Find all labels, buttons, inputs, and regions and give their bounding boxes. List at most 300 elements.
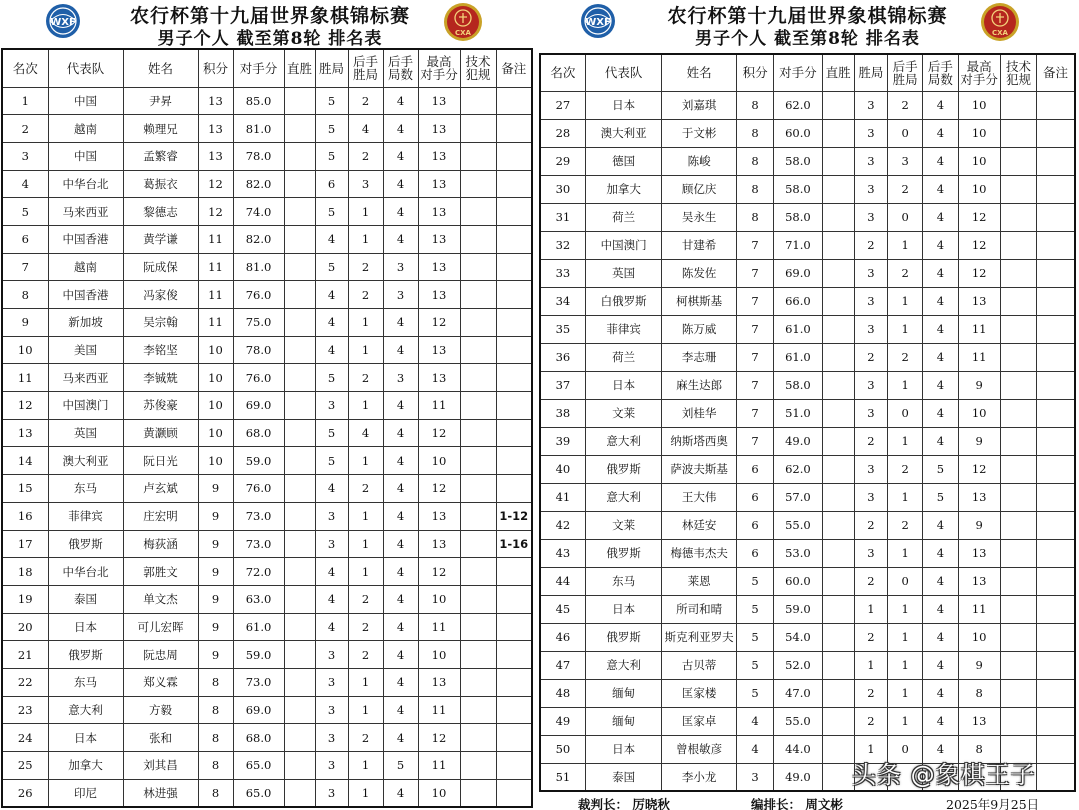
- cell-name: 刘桂华: [662, 399, 737, 427]
- cell-points: 13: [198, 142, 233, 170]
- table-row: [2, 475, 532, 503]
- cell-rank: 16: [2, 502, 48, 530]
- cell-name: 匡家卓: [662, 707, 737, 735]
- cell-black-games: 4: [383, 198, 418, 226]
- cell-max-opp: 13: [958, 567, 1000, 595]
- cell-direct: [822, 203, 854, 231]
- table-row: [540, 567, 1075, 595]
- cell-name: 陈峻: [662, 147, 737, 175]
- cell-tech-fouls: [460, 752, 496, 780]
- cell-opp-score: 65.0: [233, 779, 284, 807]
- cell-points: 6: [736, 511, 773, 539]
- cell-rank: 9: [2, 309, 48, 337]
- cell-note: [1037, 147, 1075, 175]
- cell-rank: 18: [2, 558, 48, 586]
- cell-opp-score: 69.0: [233, 392, 284, 420]
- cell-opp-score: 54.0: [774, 623, 822, 651]
- cell-rank: 32: [540, 231, 585, 259]
- cell-black-wins: 0: [888, 399, 923, 427]
- table-row: [2, 419, 532, 447]
- cell-tech-fouls: [460, 198, 496, 226]
- cell-name: 斯克利亚罗夫: [662, 623, 737, 651]
- table-row: [540, 511, 1075, 539]
- cell-tech-fouls: [460, 364, 496, 392]
- cell-note: [496, 253, 532, 281]
- cell-tech-fouls: [460, 281, 496, 309]
- cell-black-wins: 1: [348, 502, 383, 530]
- cell-tech-fouls: [460, 585, 496, 613]
- cell-direct: [822, 371, 854, 399]
- cell-opp-score: 57.0: [774, 483, 822, 511]
- cell-team: 意大利: [585, 651, 662, 679]
- cell-wins: 2: [854, 231, 887, 259]
- cell-max-opp: 12: [958, 259, 1000, 287]
- cell-direct: [822, 595, 854, 623]
- cell-tech-fouls: [1000, 595, 1036, 623]
- table-row: [2, 170, 532, 198]
- cell-points: 6: [736, 455, 773, 483]
- cell-team: 日本: [585, 91, 662, 119]
- cell-tech-fouls: [1000, 147, 1036, 175]
- cell-max-opp: 8: [958, 679, 1000, 707]
- cell-points: 10: [198, 392, 233, 420]
- cell-team: 荷兰: [585, 203, 662, 231]
- cell-points: 3: [736, 763, 773, 791]
- cell-max-opp: 13: [958, 287, 1000, 315]
- cell-note: [496, 696, 532, 724]
- cell-black-wins: 2: [348, 281, 383, 309]
- cell-black-games: 4: [923, 287, 958, 315]
- cell-wins: 3: [315, 641, 348, 669]
- standings-table-right: [539, 53, 1076, 792]
- cell-note: [1037, 427, 1075, 455]
- cell-wins: 3: [854, 175, 887, 203]
- table-row: [2, 336, 532, 364]
- cell-points: 12: [198, 170, 233, 198]
- cell-opp-score: 62.0: [774, 91, 822, 119]
- column-header-opp-score: 对手分: [774, 54, 822, 91]
- cell-max-opp: 13: [418, 142, 460, 170]
- cell-direct: [284, 281, 315, 309]
- table-row: [540, 343, 1075, 371]
- cell-rank: 13: [2, 419, 48, 447]
- cell-black-games: 4: [923, 595, 958, 623]
- table-row: [2, 752, 532, 780]
- cell-points: 8: [198, 779, 233, 807]
- table-header-row: [2, 49, 532, 87]
- cell-max-opp: 13: [958, 707, 1000, 735]
- cell-team: 中国: [48, 87, 123, 115]
- cell-black-wins: 1: [348, 198, 383, 226]
- column-header-black-wins: 后手 胜局: [888, 54, 923, 91]
- cell-team: 俄罗斯: [48, 530, 123, 558]
- cell-team: 意大利: [585, 483, 662, 511]
- cell-team: 东马: [48, 668, 123, 696]
- cell-wins: 2: [854, 623, 887, 651]
- cell-opp-score: 78.0: [233, 336, 284, 364]
- cell-points: 11: [198, 225, 233, 253]
- cell-black-games: 4: [923, 259, 958, 287]
- cell-opp-score: 49.0: [774, 427, 822, 455]
- cell-wins: 3: [315, 530, 348, 558]
- cell-name: 卢玄斌: [123, 475, 198, 503]
- cell-team: 日本: [585, 595, 662, 623]
- column-header-name: 姓名: [662, 54, 737, 91]
- cell-name: 于文彬: [662, 119, 737, 147]
- cell-tech-fouls: [460, 613, 496, 641]
- cell-black-wins: 1: [888, 315, 923, 343]
- cell-note: [1037, 707, 1075, 735]
- cell-opp-score: 59.0: [774, 595, 822, 623]
- table-row: [2, 668, 532, 696]
- cell-direct: [284, 225, 315, 253]
- cell-points: 7: [736, 399, 773, 427]
- cell-team: 英国: [48, 419, 123, 447]
- cell-team: 日本: [48, 613, 123, 641]
- cell-name: 甘建希: [662, 231, 737, 259]
- cell-opp-score: 69.0: [233, 696, 284, 724]
- cell-points: 5: [736, 567, 773, 595]
- cell-direct: [284, 364, 315, 392]
- cell-team: 越南: [48, 253, 123, 281]
- cell-rank: 42: [540, 511, 585, 539]
- cell-opp-score: 85.0: [233, 87, 284, 115]
- cell-tech-fouls: [1000, 483, 1036, 511]
- cell-points: 9: [198, 613, 233, 641]
- cell-name: 陈万威: [662, 315, 737, 343]
- cell-black-wins: 1: [348, 336, 383, 364]
- table-row: [2, 696, 532, 724]
- cell-note: [496, 87, 532, 115]
- cell-direct: [822, 651, 854, 679]
- cell-black-games: 4: [923, 399, 958, 427]
- cell-name: 黄灏顾: [123, 419, 198, 447]
- cell-black-games: 3: [383, 364, 418, 392]
- cell-direct: [822, 315, 854, 343]
- chief-arbiter: 编排长： 周文彬: [751, 797, 843, 810]
- column-header-black-wins: 后手 胜局: [348, 49, 383, 87]
- cell-name: 刘其昌: [123, 752, 198, 780]
- cell-name: 李铖兟: [123, 364, 198, 392]
- table-row: [2, 724, 532, 752]
- cell-max-opp: 9: [958, 651, 1000, 679]
- cell-note: [496, 115, 532, 143]
- cell-max-opp: 11: [418, 613, 460, 641]
- cell-opp-score: 74.0: [233, 198, 284, 226]
- cell-rank: 17: [2, 530, 48, 558]
- cell-opp-score: 73.0: [233, 530, 284, 558]
- cell-max-opp: 9: [958, 511, 1000, 539]
- cell-black-wins: 2: [888, 455, 923, 483]
- cell-name: 刘嘉琪: [662, 91, 737, 119]
- cell-points: 9: [198, 641, 233, 669]
- cell-note: [1037, 343, 1075, 371]
- cell-note: [1037, 399, 1075, 427]
- cell-rank: 15: [2, 475, 48, 503]
- cell-wins: 3: [854, 371, 887, 399]
- cell-max-opp: 11: [958, 343, 1000, 371]
- cell-max-opp: 10: [958, 399, 1000, 427]
- cell-black-wins: 2: [348, 475, 383, 503]
- cell-points: 8: [736, 147, 773, 175]
- cell-direct: [822, 343, 854, 371]
- cell-rank: 6: [2, 225, 48, 253]
- cell-tech-fouls: [460, 419, 496, 447]
- cell-note: [496, 668, 532, 696]
- column-header-black-games: 后手 局数: [383, 49, 418, 87]
- cell-name: 匡家楼: [662, 679, 737, 707]
- cell-tech-fouls: [460, 475, 496, 503]
- cell-wins: 3: [854, 119, 887, 147]
- cell-black-games: 3: [383, 253, 418, 281]
- cell-team: 日本: [585, 371, 662, 399]
- cell-points: 10: [198, 447, 233, 475]
- cell-wins: 3: [854, 455, 887, 483]
- cell-note: [496, 752, 532, 780]
- table-row: [540, 651, 1075, 679]
- table-header-row: [540, 54, 1075, 91]
- cell-wins: 2: [854, 427, 887, 455]
- cell-team: 俄罗斯: [585, 455, 662, 483]
- cell-wins: 5: [315, 447, 348, 475]
- cell-direct: [822, 623, 854, 651]
- cell-direct: [284, 336, 315, 364]
- cell-rank: 31: [540, 203, 585, 231]
- cell-tech-fouls: [1000, 203, 1036, 231]
- cell-points: 9: [198, 558, 233, 586]
- cell-name: 郑义霖: [123, 668, 198, 696]
- cell-max-opp: 13: [418, 364, 460, 392]
- cell-team: 泰国: [48, 585, 123, 613]
- cell-direct: [822, 427, 854, 455]
- cell-black-wins: 1: [348, 752, 383, 780]
- cell-note: [1037, 259, 1075, 287]
- cell-tech-fouls: [460, 336, 496, 364]
- table-row: [2, 641, 532, 669]
- cell-black-wins: 1: [888, 539, 923, 567]
- cell-team: 中国澳门: [585, 231, 662, 259]
- cell-name: 莱恩: [662, 567, 737, 595]
- cell-team: 越南: [48, 115, 123, 143]
- cell-black-wins: 2: [888, 175, 923, 203]
- cell-note: [496, 475, 532, 503]
- table-row: [2, 558, 532, 586]
- cell-tech-fouls: [460, 225, 496, 253]
- cell-team: 意大利: [48, 696, 123, 724]
- cell-black-games: 4: [923, 91, 958, 119]
- cell-direct: [822, 511, 854, 539]
- cell-direct: [284, 170, 315, 198]
- cell-name: 阮成保: [123, 253, 198, 281]
- cell-black-wins: 1: [888, 287, 923, 315]
- cell-black-games: 4: [923, 735, 958, 763]
- table-row: [2, 142, 532, 170]
- cell-black-wins: 1: [888, 595, 923, 623]
- cell-black-games: 4: [383, 668, 418, 696]
- cell-black-wins: 2: [348, 585, 383, 613]
- cell-name: 陈发佐: [662, 259, 737, 287]
- table-row: [540, 231, 1075, 259]
- cell-points: 4: [736, 707, 773, 735]
- cell-max-opp: 12: [418, 558, 460, 586]
- cell-wins: 2: [854, 567, 887, 595]
- column-header-max-opp: 最高 对手分: [958, 54, 1000, 91]
- cell-note: [1037, 539, 1075, 567]
- cell-note: [496, 309, 532, 337]
- cell-direct: [822, 231, 854, 259]
- table-row: [2, 613, 532, 641]
- cell-black-games: 5: [383, 752, 418, 780]
- cell-note: [496, 779, 532, 807]
- cell-points: 8: [736, 119, 773, 147]
- column-header-note: 备注: [1037, 54, 1075, 91]
- cell-note: [496, 281, 532, 309]
- cell-note: [1037, 203, 1075, 231]
- standings-panel-left: [0, 0, 535, 800]
- cell-opp-score: 71.0: [774, 231, 822, 259]
- cell-wins: 3: [315, 724, 348, 752]
- cell-team: 新加坡: [48, 309, 123, 337]
- cxa-logo-icon: [979, 2, 1021, 42]
- cell-name: 曾根敏彦: [662, 735, 737, 763]
- cell-max-opp: 13: [418, 668, 460, 696]
- cell-direct: [284, 668, 315, 696]
- cell-black-games: 4: [923, 315, 958, 343]
- cell-name: 吴永生: [662, 203, 737, 231]
- cell-direct: [284, 530, 315, 558]
- cell-opp-score: 44.0: [774, 735, 822, 763]
- cell-points: 5: [736, 679, 773, 707]
- table-row: [2, 253, 532, 281]
- cell-max-opp: 11: [418, 696, 460, 724]
- cell-note: [1037, 679, 1075, 707]
- cell-team: 印尼: [48, 779, 123, 807]
- cell-wins: 5: [315, 364, 348, 392]
- cell-opp-score: 82.0: [233, 170, 284, 198]
- cell-tech-fouls: [1000, 511, 1036, 539]
- cell-points: 9: [198, 475, 233, 503]
- cell-max-opp: 12: [958, 203, 1000, 231]
- cell-name: 冯家俊: [123, 281, 198, 309]
- cell-tech-fouls: [460, 170, 496, 198]
- cell-note: [1037, 763, 1075, 791]
- table-row: [2, 198, 532, 226]
- cell-rank: 35: [540, 315, 585, 343]
- cell-tech-fouls: [460, 724, 496, 752]
- cell-points: 8: [198, 696, 233, 724]
- column-header-rank: 名次: [540, 54, 585, 91]
- column-header-max-opp: 最高 对手分: [418, 49, 460, 87]
- cell-direct: [822, 147, 854, 175]
- cell-name: 王大伟: [662, 483, 737, 511]
- cell-wins: 1: [854, 735, 887, 763]
- column-header-name: 姓名: [123, 49, 198, 87]
- cell-opp-score: 58.0: [774, 147, 822, 175]
- cell-black-games: 4: [383, 696, 418, 724]
- cell-rank: 45: [540, 595, 585, 623]
- cell-wins: 4: [315, 281, 348, 309]
- cell-max-opp: 13: [418, 502, 460, 530]
- cell-tech-fouls: [1000, 567, 1036, 595]
- cell-tech-fouls: [460, 115, 496, 143]
- cell-rank: 36: [540, 343, 585, 371]
- cell-points: 5: [736, 651, 773, 679]
- cell-note: [496, 447, 532, 475]
- cell-rank: 44: [540, 567, 585, 595]
- cell-name: 麻生达郎: [662, 371, 737, 399]
- cell-wins: 3: [315, 392, 348, 420]
- cell-direct: [822, 259, 854, 287]
- cell-points: 10: [198, 336, 233, 364]
- cell-note: [1037, 735, 1075, 763]
- cell-tech-fouls: [460, 447, 496, 475]
- cell-note: [496, 613, 532, 641]
- cxa-logo-text: CXA: [992, 29, 1008, 37]
- cell-note: [1037, 651, 1075, 679]
- cell-rank: 24: [2, 724, 48, 752]
- cell-wins: 6: [315, 170, 348, 198]
- cell-rank: 12: [2, 392, 48, 420]
- cell-opp-score: 61.0: [774, 315, 822, 343]
- cell-opp-score: 62.0: [774, 455, 822, 483]
- cell-black-wins: 2: [888, 259, 923, 287]
- cell-opp-score: 69.0: [774, 259, 822, 287]
- cell-opp-score: 73.0: [233, 668, 284, 696]
- cell-direct: [822, 735, 854, 763]
- cell-direct: [822, 455, 854, 483]
- cell-team: 马来西亚: [48, 364, 123, 392]
- cell-direct: [284, 142, 315, 170]
- cell-direct: [822, 175, 854, 203]
- cell-team: 东马: [585, 567, 662, 595]
- cell-opp-score: 66.0: [774, 287, 822, 315]
- table-row: [540, 623, 1075, 651]
- cell-points: 5: [736, 595, 773, 623]
- cell-name: 古贝蒂: [662, 651, 737, 679]
- cell-tech-fouls: [1000, 371, 1036, 399]
- cell-team: 德国: [585, 147, 662, 175]
- cell-wins: 5: [315, 87, 348, 115]
- cell-black-games: 4: [383, 558, 418, 586]
- table-row: [540, 175, 1075, 203]
- table-row: [540, 427, 1075, 455]
- cell-name: 林廷安: [662, 511, 737, 539]
- cell-points: 13: [198, 115, 233, 143]
- cell-black-wins: 3: [348, 170, 383, 198]
- cell-name: 方毅: [123, 696, 198, 724]
- column-header-points: 积分: [198, 49, 233, 87]
- cell-rank: 2: [2, 115, 48, 143]
- cell-tech-fouls: [460, 558, 496, 586]
- column-header-team: 代表队: [48, 49, 123, 87]
- cell-direct: [822, 679, 854, 707]
- cell-team: 中国澳门: [48, 392, 123, 420]
- cell-max-opp: 11: [958, 595, 1000, 623]
- cell-rank: 43: [540, 539, 585, 567]
- cell-black-games: 4: [383, 502, 418, 530]
- cell-team: 马来西亚: [48, 198, 123, 226]
- cell-note: [496, 419, 532, 447]
- cell-points: 8: [198, 668, 233, 696]
- cell-black-games: 3: [383, 281, 418, 309]
- cell-team: 中国: [48, 142, 123, 170]
- column-header-direct: 直胜: [822, 54, 854, 91]
- cell-team: 中华台北: [48, 170, 123, 198]
- cell-black-wins: 0: [888, 203, 923, 231]
- cell-points: 9: [198, 502, 233, 530]
- column-header-points: 积分: [736, 54, 773, 91]
- cell-opp-score: 63.0: [233, 585, 284, 613]
